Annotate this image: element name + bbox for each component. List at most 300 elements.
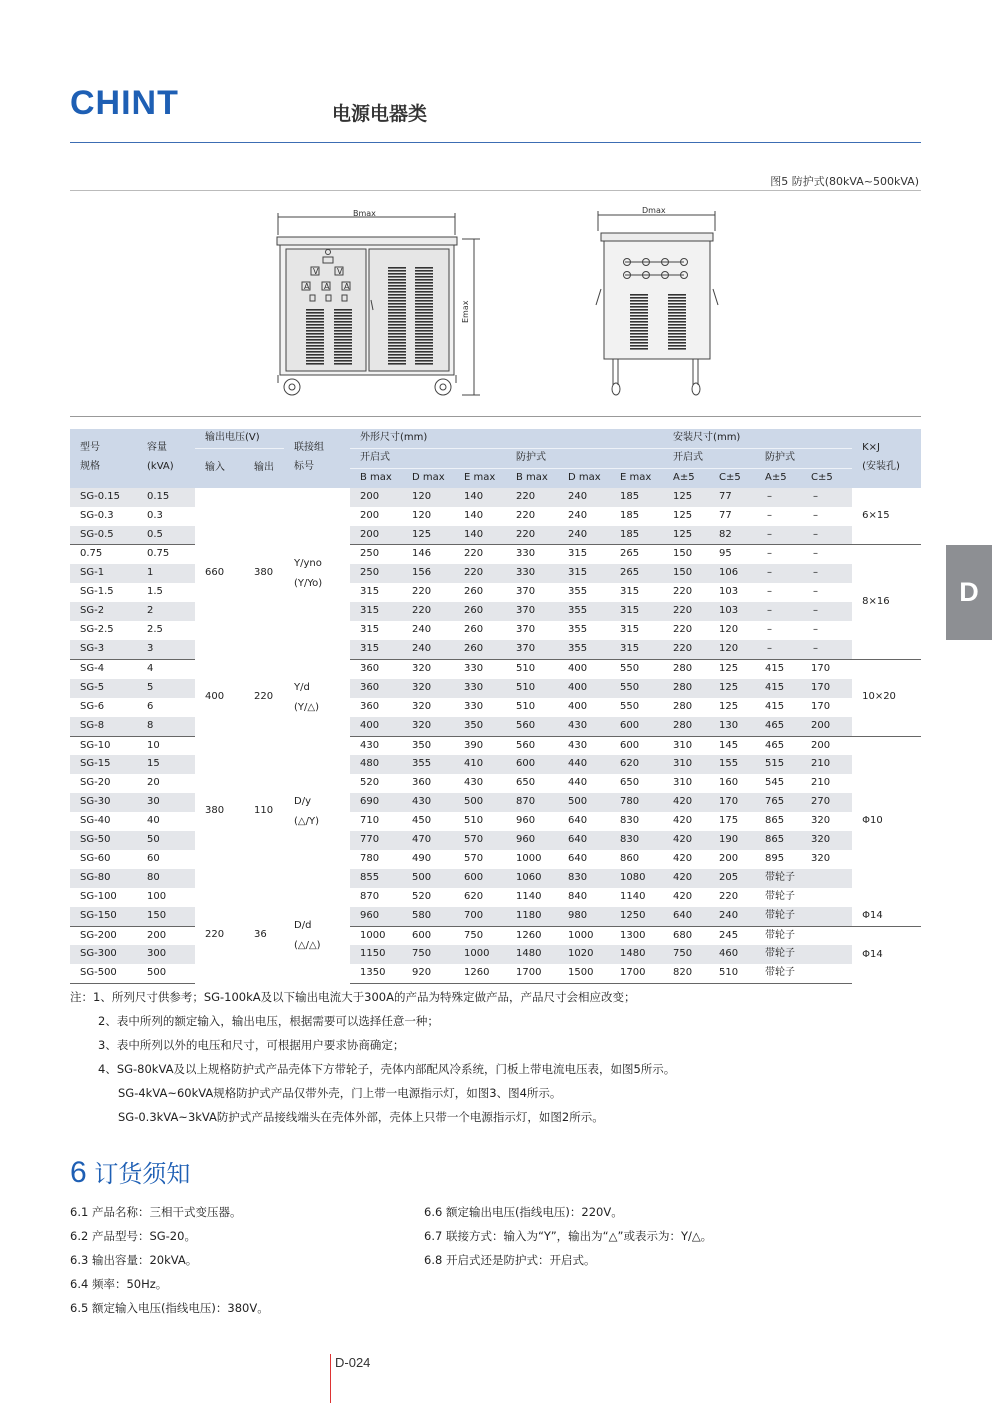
c-protect-cell — [801, 869, 852, 888]
drawing-svg — [70, 195, 921, 410]
chint-logo: CHINT — [70, 84, 179, 122]
e-open-cell: 700 — [454, 907, 506, 926]
header-e-open: E max — [454, 468, 506, 487]
table-row — [70, 659, 921, 678]
output-voltage-cell: 380 — [244, 488, 284, 660]
a-open-cell: 125 — [663, 526, 709, 545]
e-protect-cell: 550 — [610, 659, 663, 678]
c-open-cell: 77 — [719, 509, 732, 521]
d-protect-cell: 640 — [568, 852, 588, 864]
d-protect-cell: 355 — [568, 586, 588, 598]
d-protect-cell: 400 — [568, 700, 588, 712]
meter-label: V — [313, 267, 319, 276]
capacity-cell: 50 — [137, 831, 195, 850]
c-protect-cell: 210 — [801, 755, 852, 774]
a-open-cell: 280 — [663, 717, 709, 736]
group-label: D/d — [294, 919, 312, 931]
mount-hole-cell: Φ14 — [852, 907, 921, 926]
model-cell: SG-8 — [70, 717, 137, 736]
order-item: 6.5 额定输入电压(指线电压)：380V。 — [70, 1301, 269, 1315]
table-row — [70, 736, 921, 755]
a-open-cell: 220 — [673, 624, 693, 636]
header-model: 型号 规格 — [70, 429, 137, 488]
e-open-cell: 140 — [454, 526, 506, 545]
d-protect-cell: 240 — [558, 526, 610, 545]
b-protect-cell: 870 — [506, 793, 558, 812]
mount-hole-cell: Φ14 — [852, 926, 921, 984]
d-protect-cell: 640 — [558, 831, 610, 850]
header-kj: K×J (安装孔) — [852, 429, 921, 488]
group-label: Y/yno — [294, 557, 322, 569]
e-open-cell: 750 — [454, 926, 506, 945]
e-protect-cell: 1700 — [610, 964, 663, 983]
c-open-cell: 220 — [719, 890, 739, 902]
capacity-cell: 100 — [147, 890, 167, 902]
b-open-cell: 770 — [350, 831, 402, 850]
a-protect-cell: 515 — [755, 755, 801, 774]
d-protect-cell: 315 — [558, 564, 610, 583]
d-protect-cell: 355 — [558, 602, 610, 621]
b-open-cell: 855 — [350, 869, 402, 888]
group-label-alt: (△/Y) — [294, 815, 319, 827]
e-protect-cell: 1300 — [610, 926, 663, 945]
output-voltage-cell: 220 — [244, 659, 284, 736]
e-protect-cell: 650 — [620, 777, 640, 789]
header-d-protect: D max — [558, 468, 610, 487]
capacity-cell: 5 — [137, 679, 195, 698]
capacity-cell: 10 — [137, 736, 195, 755]
d-open-cell: 120 — [402, 488, 454, 507]
model-cell: SG-500 — [70, 964, 137, 983]
e-open-cell: 330 — [454, 659, 506, 678]
a-protect-cell: 带轮子 — [765, 890, 796, 902]
b-protect-cell: 370 — [516, 586, 536, 598]
capacity-cell: 40 — [147, 815, 160, 827]
order-item: 6.3 输出容量：20kVA。 — [70, 1253, 198, 1267]
c-open-cell: 170 — [709, 793, 755, 812]
group-label-alt: (Y/△) — [294, 701, 319, 713]
a-protect-cell: 895 — [765, 852, 785, 864]
d-open-cell: 240 — [412, 624, 432, 636]
e-protect-cell: 315 — [610, 640, 663, 659]
a-protect-cell: 865 — [755, 831, 801, 850]
d-open-cell: 350 — [402, 736, 454, 755]
d-open-cell: 600 — [402, 926, 454, 945]
e-protect-cell: 185 — [610, 488, 663, 507]
a-protect-cell: 415 — [755, 679, 801, 698]
header-mount-dims: 安装尺寸(mm) — [663, 429, 852, 448]
d-protect-cell: 240 — [568, 509, 588, 521]
d-open-cell: 750 — [402, 945, 454, 964]
c-protect-cell — [801, 945, 852, 964]
a-protect-cell: 465 — [755, 736, 801, 755]
capacity-cell: 0.15 — [137, 488, 195, 507]
model-cell: SG-2.5 — [80, 624, 114, 636]
header-a-protect: A±5 — [755, 468, 801, 487]
e-open-cell: 500 — [454, 793, 506, 812]
c-open-cell: 145 — [709, 736, 755, 755]
a-protect-cell: – — [767, 624, 773, 636]
b-protect-cell: 560 — [506, 717, 558, 736]
table-header — [70, 429, 921, 488]
c-open-cell: 155 — [709, 755, 755, 774]
c-protect-cell: – — [801, 545, 852, 564]
transformer-drawings — [70, 195, 921, 410]
a-protect-cell: 865 — [765, 815, 785, 827]
d-protect-cell: 640 — [568, 815, 588, 827]
a-protect-cell: – — [767, 509, 773, 521]
c-open-cell: 125 — [719, 700, 739, 712]
b-open-cell: 360 — [360, 700, 380, 712]
model-cell: SG-80 — [70, 869, 137, 888]
d-protect-cell: 440 — [568, 777, 588, 789]
order-item: 6.7 联接方式：输入为“Y”，输出为“△”或表示为：Y/△。 — [424, 1229, 713, 1243]
a-protect-cell: 带轮子 — [755, 926, 801, 945]
page-number-bar — [330, 1354, 331, 1403]
c-open-cell: 510 — [709, 964, 755, 983]
d-open-cell: 120 — [412, 509, 432, 521]
c-open-cell: 82 — [709, 526, 755, 545]
b-protect-cell: 330 — [506, 545, 558, 564]
model-cell: SG-6 — [80, 700, 105, 712]
capacity-cell: 6 — [147, 700, 154, 712]
d-protect-cell: 355 — [568, 624, 588, 636]
a-open-cell: 420 — [663, 793, 709, 812]
c-protect-cell: – — [801, 640, 852, 659]
a-protect-cell: 带轮子 — [755, 964, 801, 983]
a-open-cell: 420 — [673, 890, 693, 902]
e-protect-cell: 1480 — [610, 945, 663, 964]
header-b-protect: B max — [506, 468, 558, 487]
e-protect-cell: 780 — [610, 793, 663, 812]
e-open-cell: 570 — [464, 852, 484, 864]
capacity-cell: 8 — [137, 717, 195, 736]
c-open-cell: 190 — [709, 831, 755, 850]
c-protect-cell: – — [801, 602, 852, 621]
b-open-cell: 315 — [350, 602, 402, 621]
group-cell — [284, 888, 350, 984]
group-label-alt: (Y/Yo) — [294, 577, 323, 589]
capacity-cell: 15 — [137, 755, 195, 774]
header-c-open: C±5 — [709, 468, 755, 487]
output-voltage-cell: 36 — [244, 888, 284, 984]
c-open-cell: 77 — [709, 488, 755, 507]
note-item: 注：1、所列尺寸供参考；SG-100kA及以下输出电流大于300A的产品为特殊定做产品，产品尺寸会相应改变； — [70, 990, 636, 1004]
model-cell: SG-150 — [70, 907, 137, 926]
d-open-cell: 360 — [412, 777, 432, 789]
model-cell: SG-300 — [70, 945, 137, 964]
a-protect-cell: 带轮子 — [755, 945, 801, 964]
a-protect-cell: – — [755, 545, 801, 564]
b-open-cell: 250 — [350, 564, 402, 583]
e-open-cell: 570 — [454, 831, 506, 850]
header-mount-open: 开启式 — [663, 448, 755, 468]
table-row — [70, 888, 921, 907]
model-cell: SG-20 — [80, 777, 111, 789]
b-protect-cell: 1260 — [506, 926, 558, 945]
e-protect-cell: 315 — [620, 586, 640, 598]
c-open-cell: 120 — [719, 624, 739, 636]
e-open-cell: 410 — [454, 755, 506, 774]
header-a-open: A±5 — [663, 468, 709, 487]
b-open-cell: 200 — [350, 526, 402, 545]
e-open-cell: 260 — [454, 640, 506, 659]
a-open-cell: 420 — [673, 852, 693, 864]
note-item: SG-4kVA~60kVA规格防护式产品仅带外壳，门上带一电源指示灯，如图3、图4所示。 — [118, 1086, 562, 1100]
d-open-cell: 580 — [402, 907, 454, 926]
b-protect-cell: 560 — [506, 736, 558, 755]
group-cell — [284, 488, 350, 660]
c-open-cell: 125 — [709, 679, 755, 698]
model-cell: SG-200 — [70, 926, 137, 945]
c-protect-cell: – — [813, 624, 819, 636]
b-protect-cell: 650 — [516, 777, 536, 789]
e-protect-cell: 550 — [620, 700, 640, 712]
d-open-cell: 470 — [402, 831, 454, 850]
b-open-cell: 200 — [350, 488, 402, 507]
d-open-cell: 450 — [412, 815, 432, 827]
b-open-cell: 960 — [350, 907, 402, 926]
b-protect-cell: 510 — [516, 700, 536, 712]
group-label-alt: (△/△) — [294, 939, 321, 951]
a-protect-cell: 带轮子 — [755, 869, 801, 888]
a-open-cell: 310 — [673, 777, 693, 789]
header-output-voltage: 输出电压(V) — [195, 429, 284, 448]
e-open-cell: 350 — [454, 717, 506, 736]
emax-label: Emax — [461, 300, 470, 323]
b-protect-cell: 1700 — [506, 964, 558, 983]
c-protect-cell: – — [801, 488, 852, 507]
meter-label: A — [324, 282, 330, 291]
b-open-cell: 315 — [360, 624, 380, 636]
d-protect-cell: 315 — [558, 545, 610, 564]
b-protect-cell: 370 — [516, 624, 536, 636]
a-open-cell: 125 — [663, 488, 709, 507]
table-body — [70, 488, 921, 984]
d-open-cell: 320 — [402, 679, 454, 698]
capacity-cell: 20 — [147, 777, 160, 789]
d-protect-cell: 240 — [558, 488, 610, 507]
model-cell: SG-10 — [70, 736, 137, 755]
c-open-cell: 240 — [709, 907, 755, 926]
e-protect-cell: 600 — [610, 736, 663, 755]
group-label: D/y — [294, 795, 311, 807]
e-protect-cell: 265 — [610, 545, 663, 564]
c-open-cell: 125 — [709, 659, 755, 678]
b-open-cell: 250 — [350, 545, 402, 564]
order-item: 6.4 频率：50Hz。 — [70, 1277, 168, 1291]
c-open-cell: 175 — [719, 815, 739, 827]
c-protect-cell: 200 — [801, 717, 852, 736]
d-open-cell: 156 — [402, 564, 454, 583]
d-protect-cell: 430 — [558, 717, 610, 736]
header-group: 联接组 标号 — [284, 429, 350, 488]
d-protect-cell: 830 — [558, 869, 610, 888]
model-cell: SG-15 — [70, 755, 137, 774]
b-protect-cell: 1180 — [506, 907, 558, 926]
e-protect-cell: 860 — [620, 852, 640, 864]
c-open-cell: 460 — [709, 945, 755, 964]
a-open-cell: 125 — [673, 509, 693, 521]
b-open-cell: 200 — [360, 509, 380, 521]
model-cell: SG-100 — [80, 890, 117, 902]
b-protect-cell: 1000 — [516, 852, 542, 864]
header-output: 输出 — [244, 448, 284, 487]
e-open-cell: 600 — [454, 869, 506, 888]
d-open-cell: 220 — [402, 602, 454, 621]
c-protect-cell: – — [801, 526, 852, 545]
c-protect-cell: 170 — [811, 700, 831, 712]
e-protect-cell: 185 — [620, 509, 640, 521]
header-e-protect: E max — [610, 468, 663, 487]
meter-label: A — [304, 282, 310, 291]
bmax-label: Bmax — [353, 209, 376, 218]
order-section-number: 6 — [70, 1156, 87, 1189]
e-open-cell: 140 — [454, 488, 506, 507]
d-open-cell: 320 — [402, 659, 454, 678]
b-protect-cell: 510 — [506, 679, 558, 698]
model-cell: SG-1.5 — [80, 586, 114, 598]
c-open-cell: 130 — [709, 717, 755, 736]
mount-hole-cell: Φ10 — [852, 736, 921, 907]
e-protect-cell: 315 — [620, 624, 640, 636]
a-open-cell: 280 — [673, 700, 693, 712]
b-open-cell: 780 — [360, 852, 380, 864]
c-protect-cell — [801, 888, 852, 907]
b-open-cell: 520 — [360, 777, 380, 789]
d-protect-cell: 1020 — [558, 945, 610, 964]
mount-hole-cell: 8×16 — [852, 545, 921, 659]
e-open-cell: 330 — [454, 679, 506, 698]
group-label: Y/d — [294, 681, 310, 693]
c-open-cell: 200 — [719, 852, 739, 864]
a-open-cell: 420 — [663, 869, 709, 888]
e-open-cell: 620 — [464, 890, 484, 902]
e-protect-cell: 315 — [610, 602, 663, 621]
a-open-cell: 280 — [663, 679, 709, 698]
a-open-cell: 310 — [663, 736, 709, 755]
order-item: 6.1 产品名称：三相干式变压器。 — [70, 1205, 242, 1219]
b-protect-cell: 370 — [506, 602, 558, 621]
d-open-cell: 320 — [412, 700, 432, 712]
header-divider — [70, 142, 921, 143]
a-protect-cell: – — [767, 586, 773, 598]
model-cell: SG-2 — [70, 602, 137, 621]
b-protect-cell: 960 — [516, 815, 536, 827]
b-open-cell: 360 — [350, 679, 402, 698]
e-open-cell: 510 — [464, 815, 484, 827]
capacity-cell: 200 — [137, 926, 195, 945]
model-cell: SG-60 — [80, 852, 111, 864]
b-protect-cell: 220 — [506, 488, 558, 507]
table-row — [70, 488, 921, 507]
b-protect-cell: 1060 — [506, 869, 558, 888]
a-open-cell: 310 — [663, 755, 709, 774]
meter-label: A — [344, 282, 350, 291]
e-protect-cell: 550 — [610, 679, 663, 698]
b-protect-cell: 510 — [506, 659, 558, 678]
b-open-cell: 870 — [360, 890, 380, 902]
a-protect-cell: 415 — [755, 659, 801, 678]
input-voltage-cell: 660 — [195, 488, 244, 660]
dmax-label: Dmax — [642, 206, 666, 215]
model-cell: SG-4 — [70, 659, 137, 678]
capacity-cell: 80 — [137, 869, 195, 888]
model-cell: SG-50 — [70, 831, 137, 850]
c-protect-cell — [801, 926, 852, 945]
a-protect-cell: – — [755, 564, 801, 583]
d-protect-cell: 400 — [558, 679, 610, 698]
d-protect-cell: 1500 — [558, 964, 610, 983]
a-protect-cell: – — [755, 488, 801, 507]
a-open-cell: 220 — [663, 602, 709, 621]
meter-label: V — [337, 267, 343, 276]
side-view — [596, 211, 718, 395]
a-protect-cell: 465 — [755, 717, 801, 736]
e-open-cell: 430 — [464, 777, 484, 789]
capacity-cell: 1 — [137, 564, 195, 583]
order-item: 6.6 额定输出电压(指线电压)：220V。 — [424, 1205, 623, 1219]
page-number: D-024 — [335, 1355, 371, 1370]
order-section-label: 订货须知 — [94, 1160, 191, 1188]
capacity-cell: 150 — [137, 907, 195, 926]
d-open-cell: 430 — [402, 793, 454, 812]
e-protect-cell: 185 — [610, 526, 663, 545]
d-open-cell: 240 — [402, 640, 454, 659]
header-outer-protect: 防护式 — [506, 448, 663, 468]
capacity-cell: 2 — [137, 602, 195, 621]
b-open-cell: 690 — [350, 793, 402, 812]
a-protect-cell: 545 — [765, 777, 785, 789]
c-protect-cell — [801, 964, 852, 983]
input-voltage-cell: 400 — [195, 659, 244, 736]
a-open-cell: 150 — [663, 545, 709, 564]
b-open-cell: 480 — [350, 755, 402, 774]
a-open-cell: 220 — [673, 586, 693, 598]
front-view — [277, 213, 480, 395]
d-protect-cell: 430 — [558, 736, 610, 755]
a-open-cell: 750 — [663, 945, 709, 964]
header-d-open: D max — [402, 468, 454, 487]
group-cell — [284, 659, 350, 736]
c-protect-cell: 270 — [801, 793, 852, 812]
d-open-cell: 920 — [402, 964, 454, 983]
header-outer-dims: 外形尺寸(mm) — [350, 429, 663, 448]
e-open-cell: 140 — [464, 509, 484, 521]
capacity-cell: 60 — [147, 852, 160, 864]
a-protect-cell: – — [755, 526, 801, 545]
a-protect-cell: 765 — [755, 793, 801, 812]
b-protect-cell: 600 — [506, 755, 558, 774]
b-open-cell: 315 — [360, 586, 380, 598]
e-open-cell: 1000 — [454, 945, 506, 964]
model-cell: SG-5 — [70, 679, 137, 698]
e-protect-cell: 265 — [610, 564, 663, 583]
c-protect-cell: 320 — [801, 831, 852, 850]
b-open-cell: 400 — [350, 717, 402, 736]
e-open-cell: 390 — [454, 736, 506, 755]
capacity-cell: 2.5 — [147, 624, 163, 636]
model-cell: SG-30 — [70, 793, 137, 812]
e-protect-cell: 830 — [620, 815, 640, 827]
model-cell: SG-3 — [70, 640, 137, 659]
d-open-cell: 520 — [412, 890, 432, 902]
e-open-cell: 220 — [454, 564, 506, 583]
a-open-cell: 150 — [663, 564, 709, 583]
c-protect-cell: 170 — [801, 679, 852, 698]
capacity-cell: 500 — [137, 964, 195, 983]
b-protect-cell: 220 — [506, 526, 558, 545]
